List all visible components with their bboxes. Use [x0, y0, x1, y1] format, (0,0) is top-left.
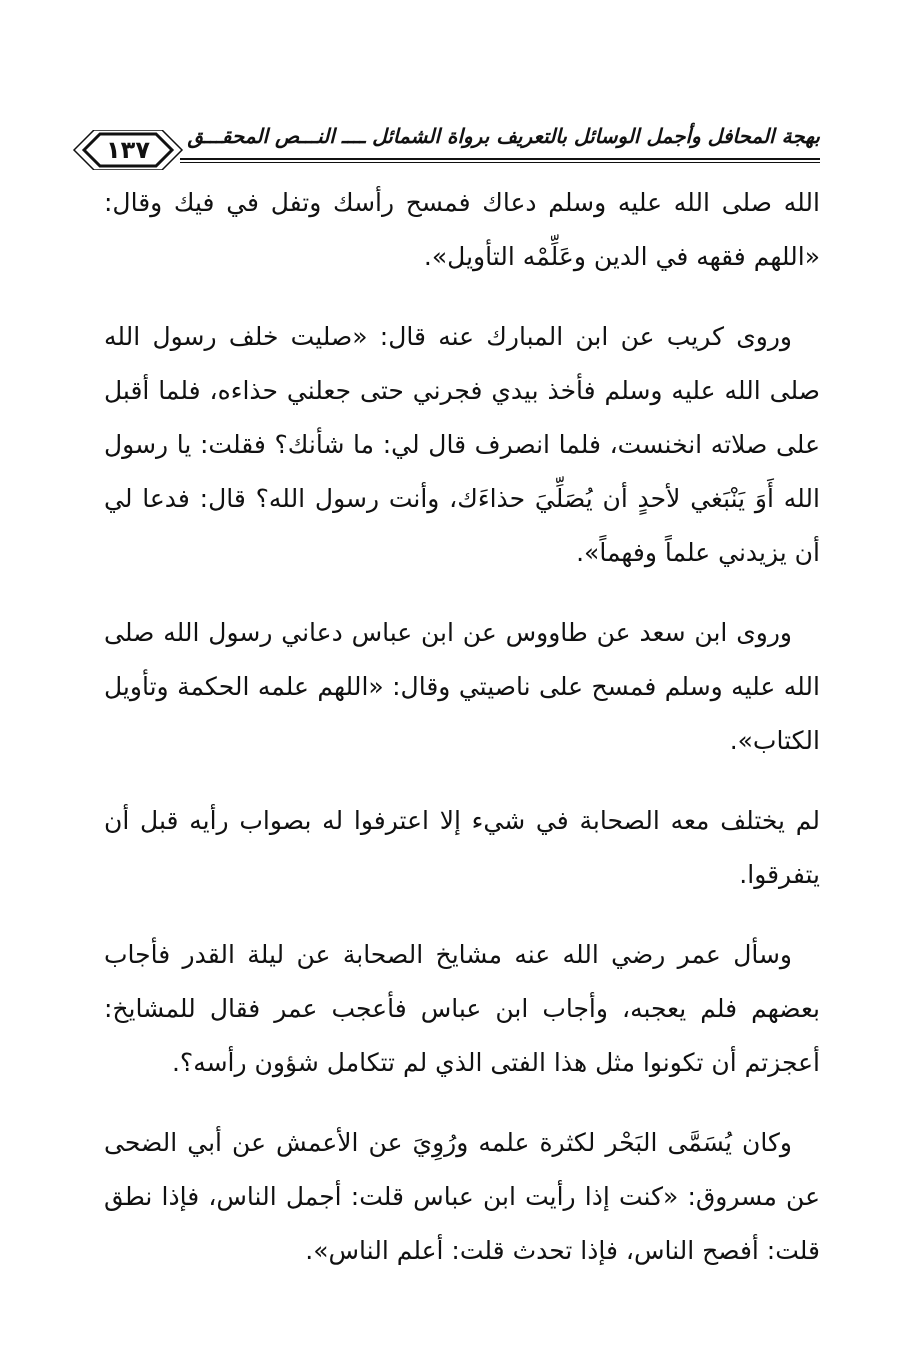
paragraph-1: الله صلى الله عليه وسلم دعاك فمسح رأسك وتفل في فيك وقال: «اللهم فقهه في الدين وعَلِّمْه التأويل».: [104, 188, 820, 271]
page-number-badge: [70, 130, 186, 170]
page-number: ١٣٧: [106, 136, 150, 164]
header-title: بهجة المحافل وأجمل الوسائل بالتعريف برواة الشمائل ــــ النـــص المحقـــق: [187, 124, 820, 148]
paragraph-5: وسأل عمر رضي الله عنه مشايخ الصحابة عن ليلة القدر فأجاب بعضهم فلم يعجبه، وأجاب ابن عباس فأعجب عمر فقال للمشايخ: أعجزتم أن تكونوا مثل هذا الفتى الذي لم تتكامل شؤون رأسه؟.: [104, 940, 820, 1077]
paragraph-3: وروى ابن سعد عن طاووس عن ابن عباس دعاني رسول الله صلى الله عليه وسلم فمسح على ناصيتي وقال: «اللهم علمه الحكمة وتأويل الكتاب».: [104, 618, 820, 755]
paragraph-6: وكان يُسَمَّى البَحْر لكثرة علمه ورُوِيَ عن الأعمش عن أبي الضحى عن مسروق: «كنت إذا رأيت ابن عباس قلت: أجمل الناس، فإذا نطق قلت: أفصح الناس، فإذا تحدث قلت: أعلم الناس».: [104, 1128, 820, 1265]
header-rule: [180, 158, 820, 160]
paragraph-4: لم يختلف معه الصحابة في شيء إلا اعترفوا له بصواب رأيه قبل أن يتفرقوا.: [104, 806, 820, 889]
running-header: [70, 118, 820, 178]
body-text: [104, 176, 820, 1278]
header-rule-thin: [180, 162, 820, 163]
paragraph-2: وروى كريب عن ابن المبارك عنه قال: «صليت خلف رسول الله صلى الله عليه وسلم فأخذ بيدي فجرني حتى جعلني حذاءه، فلما أقبل على صلاته انخنست، فلما انصرف قال لي: ما شأنك؟ فقلت: يا رسول الله أَوَ يَنْبَغي لأحدٍ أن يُصَلِّيَ حذاءَك، وأنت رسول الله؟ قال: فدعا لي أن يزيدني علماً وفهماً».: [104, 322, 820, 567]
